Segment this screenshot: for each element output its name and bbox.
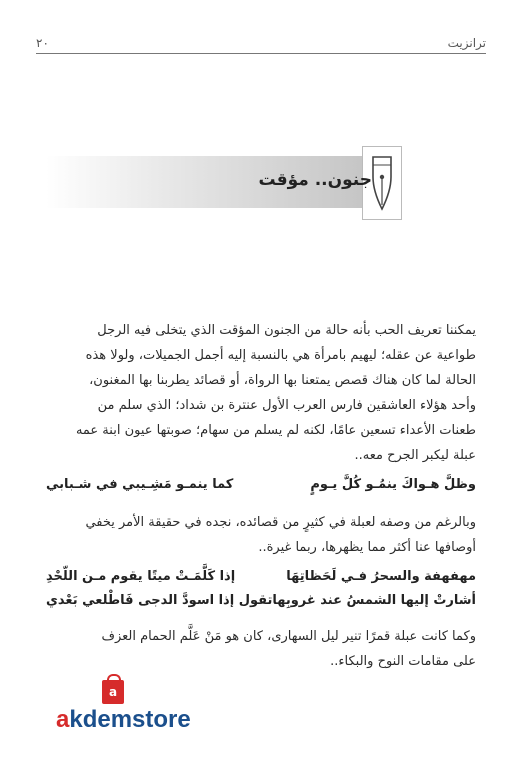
text-line: وبالرغم من وصفه لعبلة في كثيرٍ من قصائده، نجده في حقيقة الأمر يخفي — [85, 515, 476, 530]
text-line: عبلة ليكبر الجرح معه.. — [354, 448, 476, 463]
verse-first-hemistich: أشارتْ إليها الشمسُ عند غروبِها — [272, 593, 476, 608]
text-line: طعنات الأعداء تسعين عامًا، لكنه لم يسلم من سهام؛ صوبتها عيون ابنة عمه — [75, 423, 476, 438]
text-line: أوصافها عنا أكثر مما يظهرها، ربما غيرة.. — [258, 540, 476, 555]
verse-second-hemistich: كما ينمـو مَشِـيبي في شـبابي — [46, 477, 234, 492]
page-number: ٢٠ — [36, 36, 49, 50]
intro-paragraph — [46, 318, 476, 468]
akdemstore-watermark-logo — [56, 680, 246, 740]
text-line: الحالة لما كان هناك قصص يمتعنا بها الرواة، أو قصائد يطربنا بها المغنون، — [89, 373, 476, 388]
verse-first-hemistich: وظلَّ هـواكَ ينمُـو كُلَّ يـومٍ — [310, 477, 476, 492]
mid-paragraph — [46, 510, 476, 560]
text-line: وأحد هؤلاء العاشقين فارس العرب الأول عنترة بن شداد؛ الذي سلم من — [97, 398, 476, 413]
text-line: يمكننا تعريف الحب بأنه حالة من الجنون المؤقت الذي يتخلى فيه الرجل — [97, 323, 476, 338]
end-paragraph — [46, 624, 476, 674]
chapter-title: جنون.. مؤقت — [258, 170, 372, 190]
verse-line — [46, 474, 476, 496]
verse-second-hemistich: تقول إذا اسودَّ الدجى فَاطْلعي بَعْدي — [45, 593, 273, 608]
shopping-bag-icon: a — [102, 680, 124, 704]
verse-line — [46, 590, 476, 612]
watermark-letter-a: a — [56, 706, 70, 733]
watermark-wordmark — [56, 706, 191, 734]
verse-first-hemistich: مهفهفة والسحرُ فـي لَحَظاتِهَا — [286, 569, 476, 584]
text-line: طواعية عن عقله؛ ليهيم بامرأة هي بالنسبة إليه أجمل الجميلات، ولولا هذه — [85, 348, 476, 363]
text-line: على مقامات النوح والبكاء.. — [330, 654, 476, 669]
watermark-letters: kdemstore — [69, 706, 191, 733]
verse-second-hemistich: إذا كَلَّمَـتْ ميتًا يقوم مـن اللّحْدِ — [46, 569, 236, 584]
verse-line — [46, 566, 476, 588]
book-title: ترانزيت — [447, 36, 486, 50]
text-line: وكما كانت عبلة قمرًا تنير ليل السهارى، كان هو مَنْ عَلَّم الحمام العزف — [101, 629, 476, 644]
page-header — [36, 30, 486, 54]
